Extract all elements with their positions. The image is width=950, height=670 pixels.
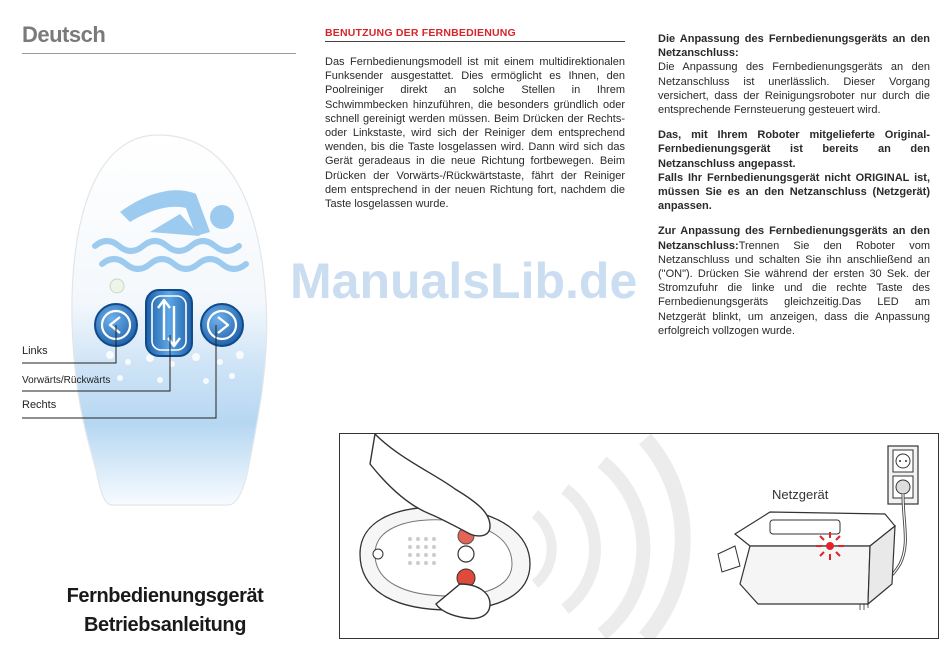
howto-body: Trennen Sie den Roboter vom Netzanschluss und schalten Sie ihn anschließend an ("ON"). Drücken Sie während der ersten 30 Sek. der Stromzufuhr die linke und die rechte Taste des Fernbedienungsgeräts gleichzeitig.Das LED am Netzgerät blinkt, um anzeigen, dass die Anpassung erfolgreich vollzogen wurde. [658,239,930,337]
right-button [201,304,243,346]
power-supply-unit-icon [718,512,895,610]
language-heading: Deutsch [22,22,106,47]
pairing-illustration-graphic [340,434,938,638]
pairing-illustration [339,433,939,639]
adaptation-section [658,32,930,349]
power-unit-label: Netzgerät [772,487,829,502]
led-indicator [110,279,124,293]
signal-waves-icon [535,439,683,638]
non-original-remote-note: Falls Ihr Fernbedienungsgerät nicht ORIGINAL ist, müssen Sie es an den Netzanschluss (Netzgerät) anpassen. [658,171,930,213]
usage-section-rule [325,41,625,42]
callout-left: Links [22,345,48,357]
callout-forward-backward: Vorwärts/Rückwärts [22,375,111,386]
watermark: ManualsLib.de [290,253,638,309]
led-blink-icon [816,532,844,560]
document-title-line2: Betriebsanleitung [83,614,247,636]
usage-section-title: BENUTZUNG DER FERNBEDIENUNG [325,27,516,39]
document-title-line1: Fernbedienungsgerät [66,585,264,607]
adaptation-body: Die Anpassung des Fernbedienungsgeräts an den Netzanschluss ist unerlässlich. Dieser Vorgang versichert, dass der Reinigungsroboter nur durch die entsprechende Fernsteuerung gesteuert wird. [658,61,930,117]
document-title [22,582,308,640]
usage-section-body: Das Fernbedienungsmodell ist mit einem multidirektionalen Funksender ausgestattet. Dies ermöglicht es Ihnen, den Poolreiniger direkt an solche Stellen in Ihrem Schwimmbecken hinzuführen, die besonders gründlich oder schnell gereinigt werden müssen. Beim Drücken der Rechts- oder Linkstaste, wird sich der Reiniger dem entsprechend wenden, bis die Taste losgelassen wird. Dann wird sich das Gerät geradeaus in die neue Richtung fortbewegen. Beim Drücken der Vorwärts-/Rückwärtstaste, fährt der Reiniger dem entsprechend in der neuen Richtung fort, nachdem die Taste losgelassen wurde. [325,56,625,211]
handheld-remote-icon [360,507,530,610]
adaptation-heading: Die Anpassung des Fernbedienungsgeräts an den Netzanschluss: [658,33,930,60]
howto-heading: Zur Anpassung des Fernbedienungsgeräts an den Netzanschluss: [658,225,930,252]
original-remote-note: Das, mit Ihrem Roboter mitgelieferte Original-Fernbedienungsgerät ist bereits an den Netzanschluss angepasst. [658,129,930,170]
forward-backward-button [146,290,192,356]
callout-right: Rechts [22,399,57,411]
